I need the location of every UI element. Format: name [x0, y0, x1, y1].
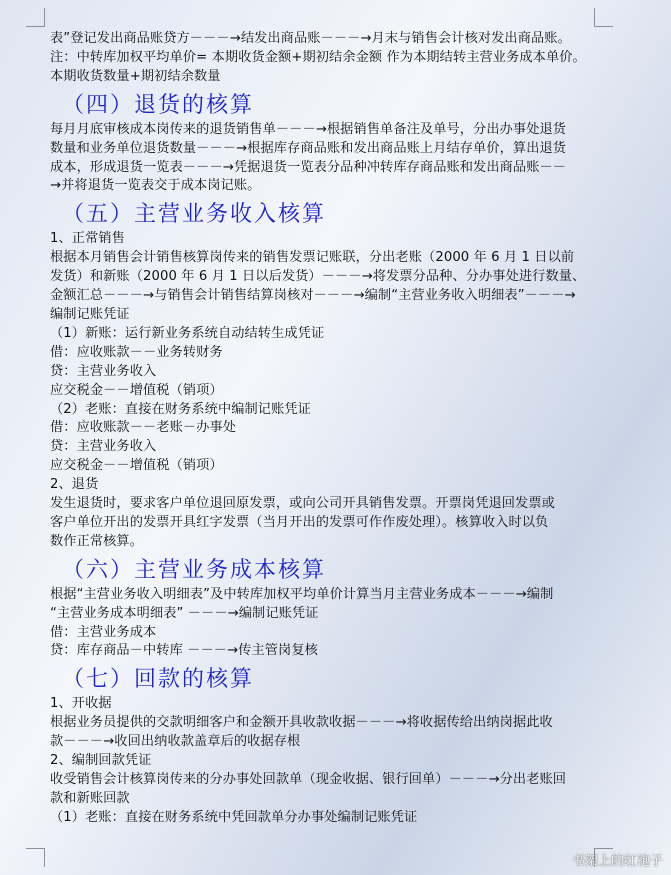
text-line: 数作正常核算。 — [50, 533, 144, 549]
text-line: 每月月底审核成本岗传来的退货销售单－－－→根据销售单备注及单号，分出办事处退货 — [50, 121, 567, 137]
text-line: （1）新账：运行新业务系统自动结转生成凭证 — [50, 325, 325, 341]
text-line: →并将退货一览表交于成本岗记账。 — [50, 178, 261, 194]
text-line: 借：主营业务成本 — [50, 624, 157, 640]
text-line: （1）老账：直接在财务系统中凭回款单分办事处编制记账凭证 — [50, 809, 418, 825]
paragraph — [50, 30, 641, 87]
text-line: 本期收货数量+期初结余数量 — [50, 68, 221, 84]
text-line: 1、开收据 — [50, 696, 112, 712]
text-line: 应交税金－－增值税（销项） — [50, 458, 223, 474]
crop-mark-top-left — [26, 8, 45, 27]
text-line: 根据本月销售会计销售核算岗传来的销售发票记账联，分出老账（2000 年 6 月 1 日以前 — [50, 250, 575, 266]
text-line: 2、编制回款凭证 — [50, 753, 152, 769]
text-line: 数量和业务单位退货数量－－－→根据库存商品账和发出商品账上月结存单价，算出退货 — [50, 140, 567, 156]
text-line: 收受销售会计核算岗传来的分办事处回款单（现金收据、银行回单）－－－→分出老账回 — [50, 772, 567, 787]
text-line: 成本，形成退货一览表－－－→凭据退货一览表分品种冲转库存商品账和发出商品账－－ — [50, 159, 567, 175]
text-line: 表”登记发出商品账贷方－－－→结发出商品账－－－→月末与销售会计核对发出商品账。 — [50, 31, 571, 46]
text-line: 借：应收账款－－业务转财务 — [50, 344, 223, 360]
crop-mark-bottom-left — [26, 848, 45, 867]
paragraph — [50, 586, 641, 662]
text-line: 应交税金－－增值税（销项） — [50, 382, 223, 398]
watermark: 书架上的红袍子 — [571, 854, 663, 869]
text-line: 借：应收账款－－老账－办事处 — [50, 420, 237, 436]
text-line: 客户单位开出的发票开具红字发票（当月开出的发票可作作废处理）。核算收入时以负 — [50, 514, 549, 530]
text-line: 根据“主营业务收入明细表”及中转库加权平均单价计算当月主营业务成本－－－→编制 — [50, 586, 554, 602]
section-heading: （七）回款的核算 — [62, 667, 255, 693]
text-line: 金额汇总－－－→与销售会计销售结算岗核对－－－→编制“主营业务收入明细表”－－－→ — [50, 288, 576, 304]
text-line: 贷：主营业务收入 — [50, 439, 157, 455]
text-line: 编制记账凭证 — [50, 306, 130, 322]
text-line: 款和新账回款 — [50, 790, 130, 806]
text-line: 发货）和新账（2000 年 6 月 1 日以后发货）－－－→将发票分品种、分办事处进行数量、 — [50, 269, 586, 285]
paragraph — [50, 695, 641, 827]
section-heading: （四）退货的核算 — [62, 92, 255, 118]
text-line: 款－－－→收回出纳收款盖章后的收据存根 — [50, 734, 301, 750]
crop-mark-top-right — [594, 8, 613, 27]
text-line: 2、退货 — [50, 477, 99, 493]
text-line: 发生退货时，要求客户单位退回原发票，或向公司开具销售发票。开票岗凭退回发票或 — [50, 496, 555, 512]
text-line: 根据业务员提供的交款明细客户和金额开具收款收据－－－→将收据传给出纳岗据此收 — [50, 715, 553, 731]
section-heading: （五）主营业务收入核算 — [62, 202, 327, 228]
section-heading: （六）主营业务成本核算 — [62, 557, 327, 583]
paragraph — [50, 230, 641, 551]
text-line: 贷：主营业务收入 — [50, 363, 157, 379]
text-line: 注：中转库加权平均单价= 本期收货金额+期初结余金额 作为本期结转主营业务成本单价。 — [50, 49, 586, 65]
document-body — [50, 30, 641, 828]
paragraph — [50, 121, 641, 197]
text-line: 1、正常销售 — [50, 231, 125, 247]
text-line: 贷：库存商品－中转库 －－－→传主管岗复核 — [50, 643, 318, 659]
text-line: （2）老账：直接在财务系统中编制记账凭证 — [50, 401, 311, 417]
text-line: “主营业务成本明细表” －－－→编制记账凭证 — [50, 605, 319, 621]
